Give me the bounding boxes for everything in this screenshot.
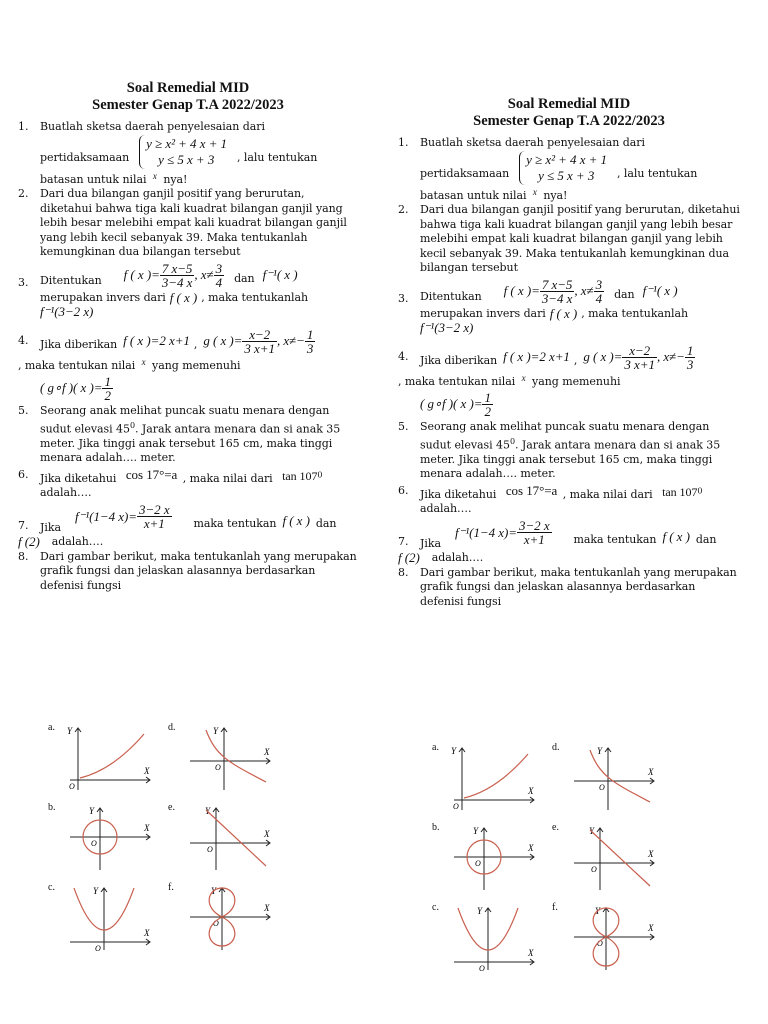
graphs-left bbox=[48, 722, 288, 962]
question-7-mid: maka tentukan bbox=[573, 532, 657, 546]
fraction-numerator: 1 bbox=[306, 326, 314, 342]
origin-label: O bbox=[213, 919, 219, 928]
question-5-text-a: Seorang anak melihat puncak suatu menara dengan sudut elevasi 45 bbox=[420, 420, 710, 452]
inverse-target: f⁻¹(3−2 x) bbox=[420, 320, 474, 335]
x-axis-label: X bbox=[144, 928, 150, 938]
fraction-numerator: 1 bbox=[686, 342, 694, 358]
fraction-numerator: 3−2 x bbox=[139, 502, 170, 518]
question-6-mid: , maka nilai dari bbox=[562, 487, 653, 501]
g-condition-fraction bbox=[685, 344, 695, 371]
variable-x: x bbox=[141, 356, 146, 367]
x-axis-label: X bbox=[264, 903, 270, 913]
fraction-denominator: 3 x+1 bbox=[624, 356, 655, 372]
y-axis-label: Y bbox=[67, 726, 73, 736]
curve bbox=[590, 750, 650, 802]
condition-fraction bbox=[594, 278, 604, 305]
variable-x: x bbox=[152, 170, 157, 181]
question-number: 7. bbox=[18, 518, 29, 532]
fraction-numerator: 1 bbox=[104, 374, 111, 389]
function-fx: f ( x ) bbox=[549, 305, 578, 321]
fraction-numerator: x−2 bbox=[242, 328, 277, 342]
inequality-system bbox=[519, 151, 607, 185]
fraction-numerator: 1 bbox=[484, 390, 491, 405]
question-2 bbox=[18, 187, 358, 260]
origin-label: O bbox=[475, 859, 481, 868]
graph-svg bbox=[450, 822, 538, 892]
composition-lhs: ( g∘f )( x )= bbox=[420, 396, 483, 412]
function-fx: f ( x ) bbox=[282, 512, 310, 528]
inequality-1: y ≥ x² + 4 x + 1 bbox=[526, 151, 607, 167]
question-5 bbox=[398, 420, 740, 482]
graph-label: d. bbox=[168, 722, 176, 733]
x-axis-label: X bbox=[144, 823, 150, 833]
graph-svg bbox=[570, 902, 658, 972]
question-number: 6. bbox=[18, 467, 29, 481]
question-2-text: Dari dua bilangan ganjil positif yang berurutan, diketahui bahwa tiga kali kuadrat bilangan ganjil yang lebih besar melebihi empat kali kuadrat bilangan ganjil yang lebih kecil sebanyak 39. Maka tentukanlah kemungkinan dua bilangan tersebut bbox=[420, 203, 740, 274]
question-3 bbox=[18, 262, 358, 320]
graph-circle bbox=[48, 802, 168, 882]
inequality-2: y ≤ 5 x + 3 bbox=[158, 151, 215, 167]
question-1-line3a: batasan untuk nilai bbox=[40, 172, 147, 186]
question-6 bbox=[398, 484, 740, 517]
question-1-text: Buatlah sketsa daerah penyelesaian dari bbox=[420, 136, 645, 149]
graph-label: e. bbox=[168, 802, 175, 813]
origin-label: O bbox=[91, 839, 97, 848]
fraction-numerator: 7 x−5 bbox=[161, 260, 193, 276]
fraction-numerator: 3 bbox=[215, 260, 223, 276]
origin-label: O bbox=[453, 802, 459, 811]
sheet-title-line1: Soal Remedial MID bbox=[126, 80, 250, 96]
origin-label: O bbox=[95, 944, 101, 952]
fraction-denominator: 4 bbox=[215, 274, 223, 290]
fraction-denominator: 3 x+1 bbox=[244, 340, 275, 356]
question-number: 4. bbox=[398, 349, 409, 363]
jika: Jika bbox=[40, 520, 61, 534]
composition-fraction bbox=[482, 391, 492, 418]
x-axis-label: X bbox=[648, 849, 654, 859]
function-f-lhs: f ( x )= bbox=[123, 266, 160, 282]
curve bbox=[464, 754, 528, 798]
fraction-denominator: 2 bbox=[104, 388, 111, 403]
g-fraction bbox=[622, 344, 657, 371]
graph-label: f. bbox=[552, 902, 558, 913]
y-axis-label: Y bbox=[477, 906, 483, 916]
graph-parabola bbox=[48, 882, 168, 962]
x-axis-label: X bbox=[144, 766, 150, 776]
graph-svg bbox=[66, 722, 154, 792]
question-6-prefix: Jika diketahui bbox=[420, 487, 497, 501]
question-1-suffix: , lalu tentukan bbox=[237, 151, 318, 164]
x-axis-label: X bbox=[648, 767, 654, 777]
fraction-denominator: x+1 bbox=[523, 532, 545, 548]
function-fx: f ( x ) bbox=[169, 289, 198, 305]
question-5-text-a: Seorang anak melihat puncak suatu menara dengan sudut elevasi 45 bbox=[40, 404, 330, 436]
question-number: 2. bbox=[398, 203, 409, 216]
degree-sup: 0 bbox=[509, 436, 515, 446]
curve bbox=[80, 734, 144, 778]
question-number: 8. bbox=[398, 565, 409, 579]
fraction-denominator: x+1 bbox=[143, 516, 165, 532]
function-f2: f (2) bbox=[18, 534, 40, 550]
condition-fraction bbox=[214, 262, 224, 289]
question-number: 7. bbox=[398, 534, 409, 548]
y-axis-label: Y bbox=[89, 806, 95, 816]
graph-cubic-down bbox=[168, 722, 288, 802]
comma: , bbox=[193, 337, 198, 351]
x-axis-label: X bbox=[264, 829, 270, 839]
question-4-line2b: yang memenuhi bbox=[152, 358, 241, 372]
graph-svg bbox=[450, 902, 538, 972]
origin-label: O bbox=[69, 782, 75, 791]
question-2 bbox=[398, 203, 740, 276]
graph-rising-curve bbox=[432, 742, 552, 822]
graph-svg bbox=[570, 822, 658, 892]
question-number: 3. bbox=[398, 291, 409, 305]
question-number: 1. bbox=[18, 120, 29, 133]
question-1-prefix: pertidaksamaan bbox=[40, 151, 130, 164]
y-axis-label: Y bbox=[589, 826, 595, 836]
graphs-right bbox=[432, 742, 672, 982]
graph-label: a. bbox=[48, 722, 55, 733]
inequality-system bbox=[139, 135, 227, 169]
question-8-text: Dari gambar berikut, maka tentukanlah yang merupakan grafik fungsi dan jelaskan alasannya berdasarkan defenisi fungsi bbox=[40, 549, 357, 592]
cos-expression: cos 17°=a bbox=[125, 466, 178, 482]
sheet-title-line1: Soal Remedial MID bbox=[507, 96, 631, 112]
inequality-2: y ≤ 5 x + 3 bbox=[538, 167, 595, 183]
condition: , x≠ bbox=[194, 266, 214, 282]
graph-svg bbox=[450, 742, 538, 812]
y-axis-label: Y bbox=[205, 806, 211, 816]
question-4-line2a: , maka tentukan nilai bbox=[18, 358, 136, 372]
question-7-mid: maka tentukan bbox=[193, 516, 277, 530]
graph-rising-curve bbox=[48, 722, 168, 802]
question-3-line2a: merupakan invers dari bbox=[40, 290, 166, 304]
question-number: 5. bbox=[18, 404, 29, 417]
tan-expression: tan 107 bbox=[662, 484, 698, 499]
question-8-text: Dari gambar berikut, maka tentukanlah yang merupakan grafik fungsi dan jelaskan alasannya berdasarkan defenisi fungsi bbox=[420, 565, 737, 608]
question-4-line2a: , maka tentukan nilai bbox=[398, 374, 516, 388]
question-7 bbox=[398, 519, 740, 566]
graph-label: d. bbox=[552, 742, 560, 753]
graph-label: b. bbox=[432, 822, 440, 833]
question-7-adalah: adalah…. bbox=[51, 535, 104, 549]
graph-label: b. bbox=[48, 802, 56, 813]
question-3-prefix: Ditentukan bbox=[40, 273, 102, 287]
question-number: 1. bbox=[398, 136, 409, 149]
question-1 bbox=[18, 120, 358, 187]
fraction-numerator: x−2 bbox=[622, 344, 657, 358]
fraction-denominator: 3−4 x bbox=[161, 274, 193, 290]
graph-line-down bbox=[168, 802, 288, 882]
graph-cubic-down bbox=[552, 742, 672, 822]
question-3-line2b: , maka tentukanlah bbox=[201, 290, 308, 304]
graph-label: c. bbox=[432, 902, 439, 913]
fraction-numerator: 3 bbox=[595, 276, 603, 292]
question-number: 8. bbox=[18, 549, 29, 563]
graph-label: a. bbox=[432, 742, 439, 753]
x-axis-label: X bbox=[264, 747, 270, 757]
inequality-1: y ≥ x² + 4 x + 1 bbox=[146, 135, 227, 151]
graph-svg bbox=[186, 802, 274, 872]
question-1-text: Buatlah sketsa daerah penyelesaian dari bbox=[40, 120, 265, 133]
origin-label: O bbox=[479, 964, 485, 972]
fraction bbox=[137, 503, 172, 530]
function-f-def: f ( x )=2 x+1 bbox=[503, 348, 570, 364]
graph-parabola bbox=[432, 902, 552, 982]
question-8 bbox=[18, 550, 358, 594]
function-f-def: f ( x )=2 x+1 bbox=[123, 332, 190, 348]
question-1-line3a: batasan untuk nilai bbox=[420, 188, 527, 202]
fraction-denominator: 4 bbox=[595, 290, 603, 306]
question-1 bbox=[398, 136, 740, 203]
function-f-lhs: f ( x )= bbox=[503, 282, 540, 298]
function-g-lhs: g ( x )= bbox=[203, 332, 243, 348]
graph-svg bbox=[570, 742, 658, 812]
inverse-lhs: f⁻¹(1−4 x)= bbox=[74, 508, 137, 524]
question-number: 5. bbox=[398, 420, 409, 433]
question-6 bbox=[18, 468, 358, 501]
fraction bbox=[540, 278, 575, 305]
origin-label: O bbox=[215, 763, 221, 772]
degree-sup: 0 bbox=[697, 486, 703, 495]
question-6-line2: adalah…. bbox=[420, 502, 472, 516]
tan-expression: tan 107 bbox=[282, 468, 318, 483]
question-8 bbox=[398, 566, 740, 610]
conjunction-dan: dan bbox=[695, 532, 717, 546]
degree-sup: 0 bbox=[129, 420, 135, 430]
question-3 bbox=[398, 278, 740, 336]
sheet-title-line2: Semester Genap T.A 2022/2023 bbox=[92, 97, 284, 113]
x-axis-label: X bbox=[528, 843, 534, 853]
question-6-prefix: Jika diketahui bbox=[40, 471, 117, 485]
function-g-lhs: g ( x )= bbox=[583, 348, 623, 364]
curve bbox=[206, 730, 266, 782]
question-1-line3b: nya! bbox=[543, 188, 568, 202]
line-curve bbox=[206, 810, 266, 866]
question-number: 4. bbox=[18, 333, 29, 347]
x-axis-label: X bbox=[528, 948, 534, 958]
question-3-line2b: , maka tentukanlah bbox=[581, 306, 688, 320]
graph-svg bbox=[186, 882, 274, 952]
graph-svg bbox=[66, 802, 154, 872]
conjunction-dan: dan bbox=[315, 516, 337, 530]
inverse-function: f⁻¹( x ) bbox=[262, 266, 298, 282]
variable-x: x bbox=[532, 186, 537, 197]
conjunction-dan: dan bbox=[614, 287, 635, 301]
inverse-lhs: f⁻¹(1−4 x)= bbox=[454, 524, 517, 540]
worksheet-right bbox=[398, 96, 740, 609]
question-1-suffix: , lalu tentukan bbox=[617, 167, 698, 180]
question-6-mid: , maka nilai dari bbox=[182, 471, 273, 485]
question-1-line3b: nya! bbox=[163, 172, 188, 186]
graph-circle bbox=[432, 822, 552, 902]
origin-label: O bbox=[597, 939, 603, 948]
g-condition: , x≠− bbox=[276, 332, 305, 348]
question-4 bbox=[398, 344, 740, 419]
condition: , x≠ bbox=[574, 282, 594, 298]
graph-svg bbox=[186, 722, 274, 792]
composition-lhs: ( g∘f )( x )= bbox=[40, 380, 103, 396]
comma: , bbox=[573, 353, 578, 367]
jika: Jika bbox=[420, 536, 441, 550]
question-5-text-b: . Jarak antara menara dan si anak 35 meter. Jika tinggi anak tersebut 165 cm, maka tinggi menara adalah…. meter. bbox=[420, 438, 721, 481]
question-4-prefix: Jika diberikan bbox=[420, 353, 498, 367]
degree-sup: 0 bbox=[317, 470, 323, 479]
question-4-prefix: Jika diberikan bbox=[40, 337, 118, 351]
line-curve bbox=[590, 830, 650, 886]
function-f2: f (2) bbox=[398, 550, 420, 566]
y-axis-label: Y bbox=[597, 746, 603, 756]
graph-label: e. bbox=[552, 822, 559, 833]
variable-x: x bbox=[521, 372, 526, 383]
graph-figure-eight bbox=[168, 882, 288, 962]
question-number: 3. bbox=[18, 275, 29, 289]
question-2-text: Dari dua bilangan ganjil positif yang berurutan, diketahui bahwa tiga kali kuadrat bilangan ganjil yang lebih besar melebihi empat kali kuadrat bilangan ganjil yang lebih kecil sebanyak 39. Maka tentukanlah kemungkinan dua bilangan tersebut bbox=[40, 187, 347, 258]
g-fraction bbox=[242, 328, 277, 355]
function-fx: f ( x ) bbox=[662, 528, 690, 544]
fraction-denominator: 2 bbox=[484, 404, 491, 419]
origin-label: O bbox=[599, 783, 605, 792]
question-5-text-b: . Jarak antara menara dan si anak 35 meter. Jika tinggi anak tersebut 165 cm, maka tinggi menara adalah…. meter. bbox=[40, 422, 341, 465]
g-condition: , x≠− bbox=[656, 348, 685, 364]
composition-fraction bbox=[102, 375, 112, 402]
fraction-denominator: 3 bbox=[686, 356, 694, 372]
origin-label: O bbox=[591, 865, 597, 874]
question-1-prefix: pertidaksamaan bbox=[420, 167, 510, 180]
sheet-title-line2: Semester Genap T.A 2022/2023 bbox=[473, 113, 665, 129]
graph-figure-eight bbox=[552, 902, 672, 982]
question-4-line2b: yang memenuhi bbox=[532, 374, 621, 388]
fraction bbox=[517, 519, 552, 546]
graph-label: c. bbox=[48, 882, 55, 893]
origin-label: O bbox=[207, 845, 213, 854]
worksheet-left bbox=[18, 80, 358, 593]
fraction-numerator: 3−2 x bbox=[519, 518, 550, 534]
fraction-numerator: 7 x−5 bbox=[541, 276, 573, 292]
x-axis-label: X bbox=[528, 786, 534, 796]
y-axis-label: Y bbox=[595, 906, 601, 916]
question-6-line2: adalah…. bbox=[40, 486, 92, 500]
question-3-prefix: Ditentukan bbox=[420, 289, 482, 303]
question-3-line2a: merupakan invers dari bbox=[420, 306, 546, 320]
fraction-denominator: 3−4 x bbox=[541, 290, 573, 306]
inverse-function: f⁻¹( x ) bbox=[642, 282, 678, 298]
y-axis-label: Y bbox=[473, 826, 479, 836]
question-7 bbox=[18, 503, 358, 550]
y-axis-label: Y bbox=[93, 886, 99, 896]
graph-svg bbox=[66, 882, 154, 952]
y-axis-label: Y bbox=[451, 746, 457, 756]
question-5 bbox=[18, 404, 358, 466]
question-number: 2. bbox=[18, 187, 29, 200]
cos-expression: cos 17°=a bbox=[505, 482, 558, 498]
g-condition-fraction bbox=[305, 328, 315, 355]
y-axis-label: Y bbox=[211, 886, 217, 896]
question-number: 6. bbox=[398, 483, 409, 497]
conjunction-dan: dan bbox=[234, 271, 255, 285]
y-axis-label: Y bbox=[213, 726, 219, 736]
inverse-target: f⁻¹(3−2 x) bbox=[40, 304, 94, 319]
fraction bbox=[160, 262, 195, 289]
fraction-denominator: 3 bbox=[306, 340, 314, 356]
graph-line-down bbox=[552, 822, 672, 902]
graph-label: f. bbox=[168, 882, 174, 893]
x-axis-label: X bbox=[648, 923, 654, 933]
question-4 bbox=[18, 328, 358, 403]
question-7-adalah: adalah…. bbox=[431, 551, 484, 565]
